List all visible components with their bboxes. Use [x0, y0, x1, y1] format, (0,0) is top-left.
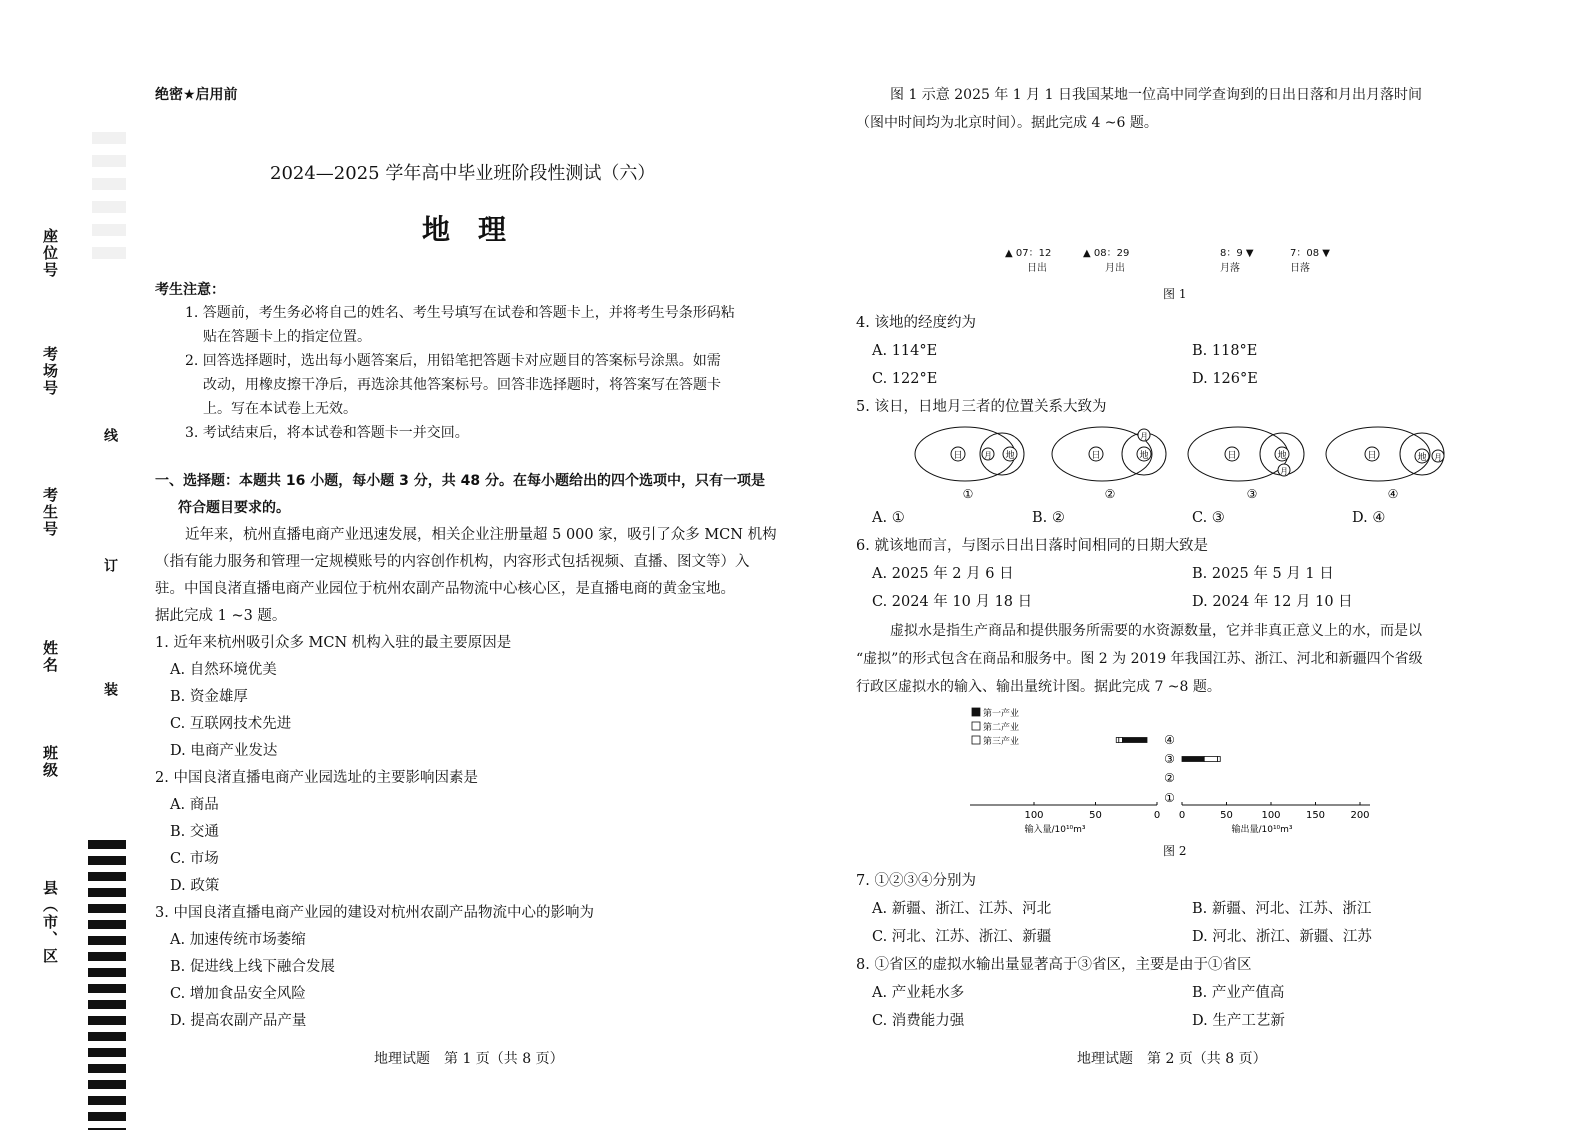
material2-line: 行政区虚拟水的输入、输出量统计图。据此完成 7 ~8 题。	[856, 679, 1221, 695]
legend-label: 第三产业	[983, 737, 1020, 747]
q5-option-a[interactable]: A. ①	[872, 510, 905, 526]
category-label: ①	[1164, 791, 1175, 805]
q6-option-b[interactable]: B. 2025 年 5 月 1 日	[1192, 566, 1334, 582]
svg-text:地: 地	[1277, 451, 1287, 461]
q3-option-c[interactable]: C. 增加食品安全风险	[170, 986, 306, 1002]
q3-option-d[interactable]: D. 提高农副产品产量	[170, 1013, 307, 1029]
orbit-diagram-3	[1188, 427, 1304, 501]
q4-option-b[interactable]: B. 118°E	[1192, 343, 1258, 359]
bar-output	[1204, 757, 1217, 762]
legend-label: 第一产业	[983, 709, 1020, 719]
name-label: 姓名	[41, 640, 59, 674]
orbit-diagrams	[910, 424, 1460, 504]
q4-option-c[interactable]: C. 122°E	[872, 371, 938, 387]
input-axis-label: 输入量/10¹⁰m³	[1024, 825, 1086, 835]
sunset-icon: ▼	[1322, 248, 1330, 259]
notice-1: 1. 答题前，考生务必将自己的姓名、考生号填写在试卷和答题卡上，并将考生号条形码粘	[185, 305, 735, 321]
input-tick-label: 100	[1024, 810, 1044, 821]
question-8: 8. ①省区的虚拟水输出量显著高于③省区，主要是由于①省区	[856, 957, 1252, 973]
input-tick-label: 50	[1089, 810, 1102, 821]
svg-text:③: ③	[1246, 487, 1258, 501]
q8-option-b[interactable]: B. 产业产值高	[1192, 985, 1285, 1001]
q5-option-c[interactable]: C. ③	[1192, 510, 1225, 526]
notice-1b: 贴在答题卡上的指定位置。	[203, 329, 371, 345]
q1-option-d[interactable]: D. 电商产业发达	[170, 743, 278, 759]
orbit-diagram-4	[1326, 427, 1444, 501]
notice-2b: 改动，用橡皮擦干净后，再选涂其他答案标号。回答非选择题时，将答案写在答题卡	[203, 377, 721, 393]
svg-text:地: 地	[1005, 451, 1015, 461]
question-6: 6. 就该地而言，与图示日出日落时间相同的日期大致是	[856, 538, 1208, 554]
notice-3: 3. 考试结束后，将本试卷和答题卡一并交回。	[185, 425, 469, 441]
q7-option-b[interactable]: B. 新疆、河北、江苏、浙江	[1192, 901, 1372, 917]
q4-option-a[interactable]: A. 114°E	[872, 343, 938, 359]
figure-2-chart	[960, 700, 1390, 840]
category-label: ②	[1164, 771, 1175, 785]
q8-option-d[interactable]: D. 生产工艺新	[1192, 1013, 1285, 1029]
class-label: 班级	[41, 745, 59, 779]
q7-option-c[interactable]: C. 河北、江苏、浙江、新疆	[872, 929, 1052, 945]
bar-input	[1116, 738, 1118, 743]
svg-text:日: 日	[953, 451, 963, 461]
output-axis-label: 输出量/10¹⁰m³	[1231, 825, 1293, 835]
q1-option-a[interactable]: A. 自然环境优美	[170, 662, 277, 678]
secret-mark: 绝密★启用前	[155, 87, 238, 103]
question-3: 3. 中国良渚直播电商产业园的建设对杭州农副产品物流中心的影响为	[155, 905, 594, 921]
exam-title: 2024—2025 学年高中毕业班阶段性测试（六）	[270, 163, 656, 184]
svg-text:②: ②	[1104, 487, 1116, 501]
orbit-diagram-1	[915, 427, 1024, 501]
q1-option-b[interactable]: B. 资金雄厚	[170, 689, 248, 705]
category-label: ③	[1164, 752, 1175, 766]
legend-swatch	[972, 736, 980, 744]
q2-option-b[interactable]: B. 交通	[170, 824, 219, 840]
q6-option-d[interactable]: D. 2024 年 12 月 10 日	[1192, 594, 1353, 610]
output-tick-label: 150	[1305, 810, 1326, 821]
svg-text:④: ④	[1387, 487, 1399, 501]
binding-ding-mark: 订	[102, 558, 118, 572]
page2-footer: 地理试题 第 2 页（共 8 页）	[1077, 1051, 1267, 1067]
section-heading-2: 符合题目要求的。	[178, 500, 290, 516]
notice-2: 2. 回答选择题时，选出每小题答案后，用铅笔把答题卡对应题目的答案标号涂黑。如需	[185, 353, 721, 369]
material-line: 据此完成 1 ~3 题。	[155, 608, 287, 624]
q5-option-d[interactable]: D. ④	[1352, 510, 1386, 526]
moonrise-item: ▲ 08：29 月出	[1083, 248, 1130, 274]
q6-option-c[interactable]: C. 2024 年 10 月 18 日	[872, 594, 1033, 610]
moonrise-icon: ▲	[1083, 248, 1091, 259]
q7-option-d[interactable]: D. 河北、浙江、新疆、江苏	[1192, 929, 1372, 945]
q5-option-b[interactable]: B. ②	[1032, 510, 1065, 526]
exam-number-label: 考生号	[41, 487, 59, 538]
q3-option-a[interactable]: A. 加速传统市场萎缩	[170, 932, 306, 948]
legend-swatch	[972, 722, 980, 730]
seat-label: 座位号	[41, 228, 59, 279]
svg-text:地: 地	[1417, 453, 1427, 463]
question-5: 5. 该日，日地月三者的位置关系大致为	[856, 399, 1107, 415]
subject-title: 地 理	[422, 213, 507, 246]
binding-zhuang-mark: 装	[102, 682, 118, 696]
section-heading: 一、选择题：本题共 16 小题，每小题 3 分，共 48 分。在每小题给出的四个选项中，只有一项是	[155, 473, 765, 489]
figure-2-caption: 图 2	[1163, 844, 1187, 858]
question-7: 7. ①②③④分别为	[856, 873, 976, 889]
question-1: 1. 近年来杭州吸引众多 MCN 机构入驻的最主要原因是	[155, 635, 512, 651]
bar-output	[1218, 757, 1221, 762]
output-tick-label: 100	[1261, 810, 1281, 821]
moonset-item: 8：9 ▼ 月落	[1220, 248, 1254, 274]
barcode	[88, 840, 126, 1130]
sunset-item: 7：08 ▼ 日落	[1290, 248, 1330, 274]
exam-room-label: 考场号	[41, 346, 59, 397]
svg-text:①: ①	[962, 487, 974, 501]
svg-text:月: 月	[1434, 453, 1442, 462]
material2-line: “虚拟”的形式包含在商品和服务中。图 2 为 2019 年我国江苏、浙江、河北和新疆四个省级	[856, 651, 1423, 667]
figure-1-caption: 图 1	[1163, 287, 1187, 301]
gray-marks	[92, 132, 126, 284]
sunrise-item: ▲ 07：12 日出	[1005, 248, 1052, 274]
category-label: ④	[1164, 733, 1175, 747]
sunrise-icon: ▲	[1005, 248, 1013, 259]
question-2: 2. 中国良渚直播电商产业园选址的主要影响因素是	[155, 770, 478, 786]
q1-option-c[interactable]: C. 互联网技术先进	[170, 716, 292, 732]
q2-option-d[interactable]: D. 政策	[170, 878, 220, 894]
legend-label: 第二产业	[983, 723, 1020, 733]
svg-text:日: 日	[1091, 451, 1101, 461]
svg-text:地: 地	[1139, 451, 1149, 461]
q4-option-d[interactable]: D. 126°E	[1192, 371, 1258, 387]
orbit-diagram-2	[1052, 427, 1166, 501]
legend-swatch	[972, 708, 980, 716]
output-tick-label: 0	[1178, 810, 1186, 821]
question-4: 4. 该地的经度约为	[856, 315, 976, 331]
material2-line: 虚拟水是指生产商品和提供服务所需要的水资源数量，它并非真正意义上的水，而是以	[890, 623, 1422, 639]
svg-text:日: 日	[1227, 451, 1237, 461]
county-label: 县（市、区	[41, 880, 59, 965]
binding-line-mark: 线	[102, 428, 118, 442]
intro-line: （图中时间均为北京时间）。据此完成 4 ~6 题。	[856, 115, 1158, 131]
material-line: （指有能力服务和管理一定规模账号的内容创作机构，内容形式包括视频、直播、图文等）入	[155, 554, 750, 570]
bar-output	[1182, 757, 1204, 762]
page1-footer: 地理试题 第 1 页（共 8 页）	[374, 1051, 564, 1067]
q7-option-a[interactable]: A. 新疆、浙江、江苏、河北	[872, 901, 1052, 917]
intro-line: 图 1 示意 2025 年 1 月 1 日我国某地一位高中同学查询到的日出日落和月出月落时间	[890, 87, 1422, 103]
q3-option-b[interactable]: B. 促进线上线下融合发展	[170, 959, 335, 975]
output-tick-label: 50	[1220, 810, 1233, 821]
material-line: 驻。中国良渚直播电商产业园位于杭州农副产品物流中心核心区，是直播电商的黄金宝地。	[155, 581, 735, 597]
bar-input	[1122, 738, 1147, 743]
q2-option-c[interactable]: C. 市场	[170, 851, 219, 867]
notice-2c: 上。写在本试卷上无效。	[203, 401, 357, 417]
svg-text:月: 月	[984, 451, 992, 460]
svg-text:月: 月	[1140, 432, 1148, 441]
moonset-icon: ▼	[1245, 248, 1254, 259]
figure-1	[1005, 244, 1345, 284]
input-tick-label: 0	[1153, 810, 1161, 821]
notice-title: 考生注意：	[155, 282, 225, 298]
svg-text:日: 日	[1367, 451, 1377, 461]
output-tick-label: 200	[1350, 810, 1370, 821]
q2-option-a[interactable]: A. 商品	[170, 797, 219, 813]
bar-input	[1119, 738, 1123, 743]
q8-option-c[interactable]: C. 消费能力强	[872, 1013, 965, 1029]
material-line: 近年来，杭州直播电商产业迅速发展，相关企业注册量超 5 000 家，吸引了众多 MCN 机构	[185, 527, 777, 543]
q8-option-a[interactable]: A. 产业耗水多	[872, 985, 965, 1001]
q6-option-a[interactable]: A. 2025 年 2 月 6 日	[872, 566, 1014, 582]
svg-text:月: 月	[1280, 467, 1288, 476]
